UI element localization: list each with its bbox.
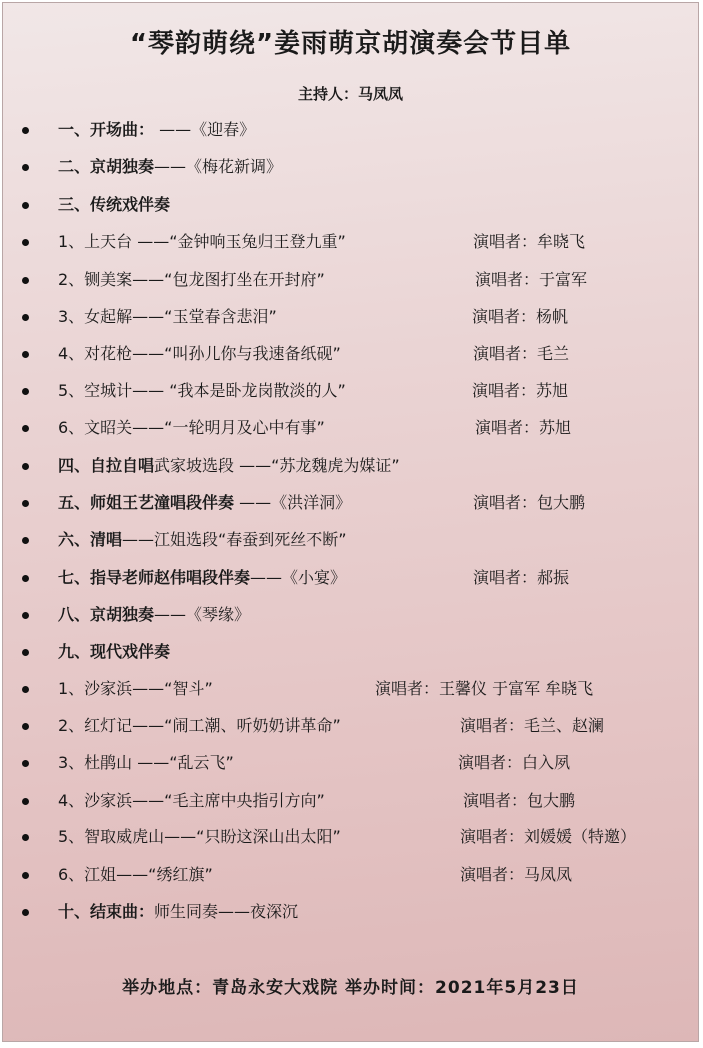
bullet-icon	[22, 500, 29, 507]
venue-date-footer: 举办地点：青岛永安大戏院 举办时间：2021年5月23日	[122, 978, 579, 998]
list-item	[3, 640, 693, 664]
performer: 演唱者：包大鹏	[463, 791, 576, 810]
bullet-icon	[22, 575, 29, 582]
performer: 演唱者：王馨仪 于富军 牟晓飞	[375, 679, 594, 698]
item-text: 1、沙家浜——“智斗”	[58, 679, 213, 698]
list-item	[3, 491, 693, 515]
list-item	[3, 118, 693, 142]
performer: 演唱者：白入夙	[458, 753, 571, 772]
item-heading: 七、指导老师赵伟唱段伴奏	[58, 568, 251, 587]
host-line: 主持人：马凤凤	[297, 85, 403, 103]
item-heading: 八、京胡独奏	[58, 605, 155, 624]
item-heading: 二、京胡独奏	[58, 157, 155, 176]
item-text: ——《迎春》	[154, 120, 256, 139]
bullet-icon	[22, 798, 29, 805]
list-item	[3, 268, 693, 292]
list-item	[3, 155, 693, 179]
list-item	[3, 825, 693, 849]
list-item	[3, 603, 693, 627]
item-text: 4、沙家浜——“毛主席中央指引方向”	[58, 791, 325, 810]
performer: 演唱者：于富军	[475, 270, 588, 289]
bullet-icon	[22, 351, 29, 358]
item-heading: 十、结束曲：	[58, 902, 155, 921]
list-item	[3, 305, 693, 329]
item-text: ——《梅花新调》	[154, 157, 283, 176]
item-text: 3、女起解——“玉堂春含悲泪”	[58, 307, 277, 326]
list-item	[3, 528, 693, 552]
bullet-icon	[22, 239, 29, 246]
list-item	[3, 342, 693, 366]
list-item	[3, 863, 693, 887]
bullet-icon	[22, 202, 29, 209]
list-item	[3, 193, 693, 217]
bullet-icon	[22, 649, 29, 656]
bullet-icon	[22, 909, 29, 916]
performer: 演唱者：刘媛媛（特邀）	[460, 827, 637, 846]
item-text: 6、文昭关——“一轮明月及心中有事”	[58, 418, 325, 437]
list-item	[3, 230, 693, 254]
list-item	[3, 379, 693, 403]
item-text: ——《琴缘》	[154, 605, 251, 624]
bullet-icon	[22, 164, 29, 171]
bullet-icon	[22, 537, 29, 544]
list-item	[3, 900, 693, 924]
item-text: 2、红灯记——“闹工潮、听奶奶讲革命”	[58, 716, 341, 735]
performer: 演唱者：毛兰、赵澜	[460, 716, 605, 735]
bullet-icon	[22, 686, 29, 693]
item-text: 6、江姐——“绣红旗”	[58, 865, 213, 884]
bullet-icon	[22, 872, 29, 879]
performer: 演唱者：郝振	[473, 568, 570, 587]
item-heading: 六、清唱	[58, 530, 123, 549]
bullet-icon	[22, 723, 29, 730]
bullet-icon	[22, 277, 29, 284]
performer: 演唱者：包大鹏	[473, 493, 586, 512]
item-text: 师生同奏——夜深沉	[154, 902, 299, 921]
item-text: 3、杜鹃山 ——“乱云飞”	[58, 753, 234, 772]
item-text: 4、对花枪——“叫孙儿你与我速备纸砚”	[58, 344, 341, 363]
list-item	[3, 789, 693, 813]
item-heading: 三、传统戏伴奏	[58, 195, 171, 214]
bullet-icon	[22, 425, 29, 432]
item-text: 1、上天台 ——“金钟响玉兔归王登九重”	[58, 232, 346, 251]
bullet-icon	[22, 612, 29, 619]
item-heading: 一、开场曲：	[58, 120, 155, 139]
bullet-icon	[22, 388, 29, 395]
program-sheet	[2, 2, 699, 1042]
bullet-icon	[22, 760, 29, 767]
performer: 演唱者：牟晓飞	[473, 232, 586, 251]
item-text: 武家坡选段 ——“苏龙魏虎为媒证”	[154, 456, 400, 475]
performer: 演唱者：苏旭	[475, 418, 572, 437]
program-title: “琴韵萌绕”姜雨萌京胡演奏会节目单	[129, 29, 572, 59]
item-text: 2、铡美案——“包龙图打坐在开封府”	[58, 270, 325, 289]
list-item	[3, 566, 693, 590]
bullet-icon	[22, 463, 29, 470]
item-heading: 五、师姐王艺潼唱段伴奏	[58, 493, 235, 512]
bullet-icon	[22, 127, 29, 134]
performer: 演唱者：杨帆	[472, 307, 569, 326]
item-text: ——《小宴》	[250, 568, 347, 587]
list-item	[3, 677, 693, 701]
item-text: ——《洪洋洞》	[234, 493, 352, 512]
item-text: 5、智取威虎山——“只盼这深山出太阳”	[58, 827, 341, 846]
list-item	[3, 454, 693, 478]
performer: 演唱者：毛兰	[473, 344, 570, 363]
performer: 演唱者：苏旭	[472, 381, 569, 400]
list-item	[3, 751, 693, 775]
bullet-icon	[22, 314, 29, 321]
item-text: 5、空城计—— “我本是卧龙岗散淡的人”	[58, 381, 346, 400]
performer: 演唱者：马凤凤	[460, 865, 573, 884]
item-heading: 四、自拉自唱	[58, 456, 155, 475]
item-text: ——江姐选段“春蚕到死丝不断”	[122, 530, 347, 549]
bullet-icon	[22, 834, 29, 841]
item-heading: 九、现代戏伴奏	[58, 642, 171, 661]
list-item	[3, 714, 693, 738]
list-item	[3, 416, 693, 440]
